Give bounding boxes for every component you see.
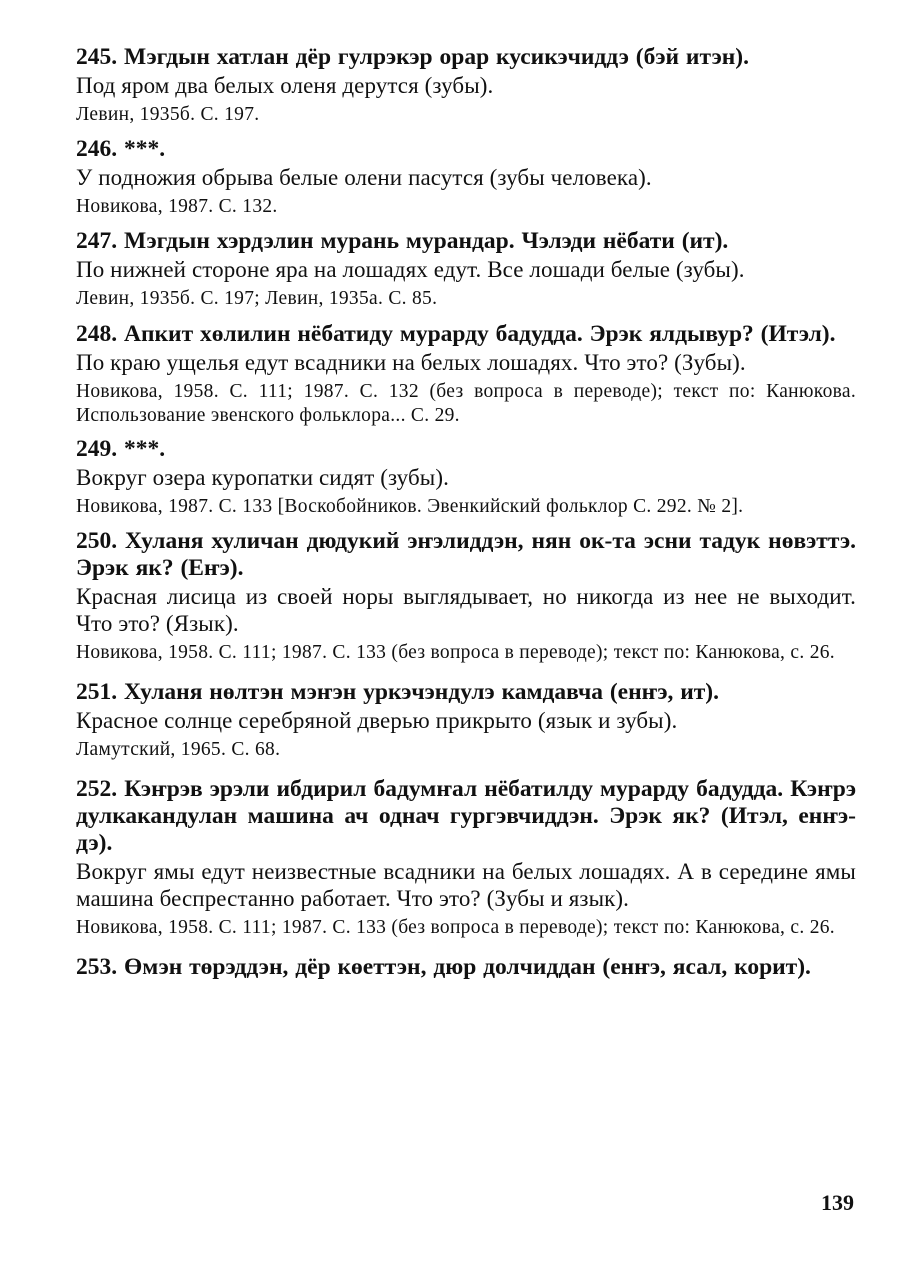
riddle-heading: 245. Мэгдын хатлан дёр гулрэкэр орар кусикэчиддэ (бэй итэн).	[76, 44, 749, 70]
riddle-source: Новикова, 1987. С. 133 [Воскобойников. Эвенкийский фольклор С. 292. № 2].	[76, 496, 744, 517]
riddle-translation: Вокруг ямы едут неизвестные всадники на белых лошадях. А в середине ямы машина беспрестанно работает. Что это? (Зубы и язык).	[76, 859, 856, 911]
riddle-heading: 247. Мэгдын хэрдэлин мурань мурандар. Чэлэди нёбати (ит).	[76, 228, 729, 254]
riddle-heading: 252. Кэҥрэв эрэли ибдирил бадумҥал нёбатилду мурарду бадудда. Кэҥрэ дулкакандулан машина ач однач гургэвчиддэн. Эрэк як? (Итэл, енҥэ-дэ).	[76, 776, 856, 856]
riddle-heading: 250. Хуланя хуличан дюдукий эҥэлиддэн, нян ок-та эсни тадук нөвэттэ. Эрэк як? (Еҥэ).	[76, 528, 856, 581]
riddle-entry-246	[76, 136, 856, 219]
riddle-entry-251	[76, 679, 856, 762]
page-number: 139	[821, 1190, 854, 1215]
riddle-source: Ламутский, 1965. С. 68.	[76, 739, 281, 760]
riddle-source: Новикова, 1958. С. 111; 1987. С. 133 (без вопроса в переводе); текст по: Канюкова, с. 26.	[76, 642, 835, 663]
riddle-translation: По краю ущелья едут всадники на белых лошадях. Что это? (Зубы).	[76, 350, 746, 375]
riddle-translation: Под яром два белых оленя дерутся (зубы).	[76, 73, 494, 98]
riddle-entry-253	[76, 954, 856, 981]
riddle-translation: Красная лисица из своей норы выглядывает, но никогда из нее не выходит. Что это? (Язык).	[76, 584, 856, 636]
riddle-heading: 248. Апкит хөлилин нёбатиду мурарду бадудда. Эрэк ялдывур? (Итэл).	[76, 321, 836, 347]
riddle-entry-250	[76, 528, 856, 665]
book-page	[76, 44, 856, 981]
riddle-entry-247	[76, 228, 856, 311]
riddle-heading: 249. ***.	[76, 436, 166, 462]
riddle-entry-249	[76, 436, 856, 519]
riddle-heading: 251. Хуланя нөлтэн мэҥэн уркэчэндулэ камдавча (енҥэ, ит).	[76, 679, 720, 705]
riddle-entry-248	[76, 321, 856, 428]
riddle-source: Новикова, 1987. С. 132.	[76, 196, 278, 217]
riddle-translation: Красное солнце серебряной дверью прикрыто (язык и зубы).	[76, 708, 678, 733]
riddle-source: Новикова, 1958. С. 111; 1987. С. 132 (без вопроса в переводе); текст по: Канюкова. Использование эвенского фольклора... С. 29.	[76, 381, 856, 426]
riddle-source: Новикова, 1958. С. 111; 1987. С. 133 (без вопроса в переводе); текст по: Канюкова, с. 26.	[76, 917, 835, 938]
riddle-heading: 253. Өмэн төрэддэн, дёр көеттэн, дюр долчиддан (енҥэ, ясал, корит).	[76, 954, 811, 980]
riddle-entry-245	[76, 44, 856, 127]
riddle-translation: По нижней стороне яра на лошадях едут. Все лошади белые (зубы).	[76, 257, 745, 282]
riddle-translation: У подножия обрыва белые олени пасутся (зубы человека).	[76, 165, 652, 190]
riddle-translation: Вокруг озера куропатки сидят (зубы).	[76, 465, 449, 490]
riddle-heading: 246. ***.	[76, 136, 166, 162]
riddle-entry-252	[76, 776, 856, 940]
riddle-source: Левин, 1935б. С. 197; Левин, 1935а. С. 85.	[76, 288, 438, 309]
riddle-source: Левин, 1935б. С. 197.	[76, 104, 260, 125]
